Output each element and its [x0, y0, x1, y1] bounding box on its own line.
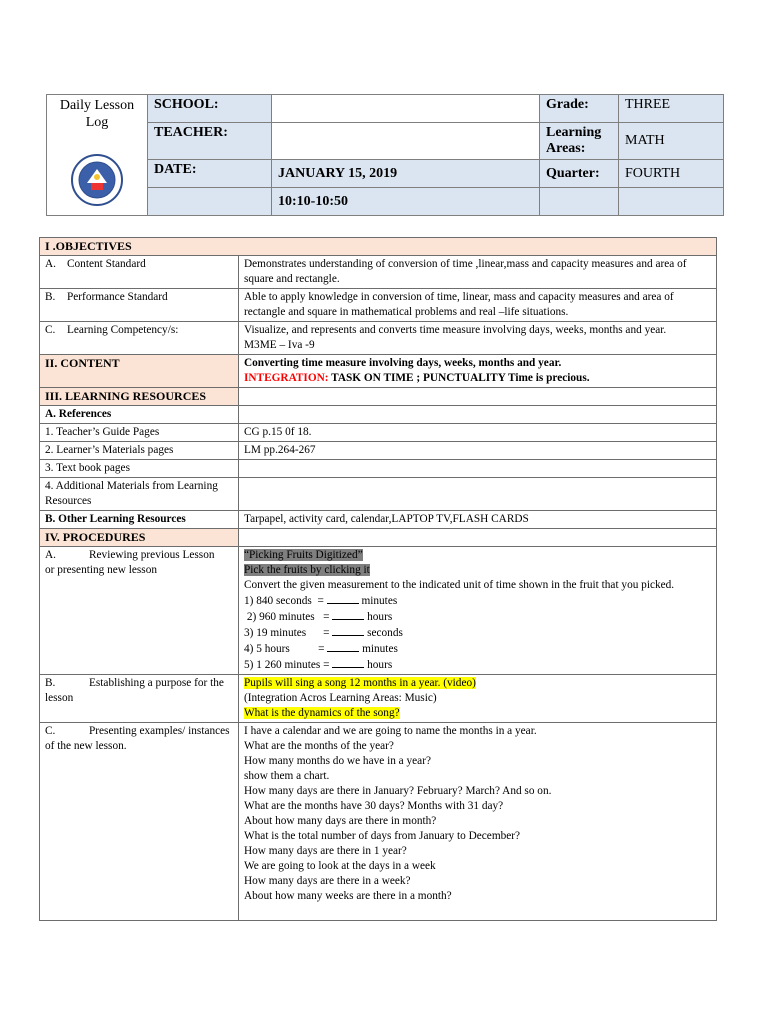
table-row — [40, 406, 717, 424]
purpose-line-3: What is the dynamics of the song? — [244, 707, 400, 719]
lm-value: LM pp.264-267 — [239, 442, 717, 460]
example-line: How many days are there in January? February? March? And so on. — [244, 785, 552, 797]
conversion-item-text: 3) — [244, 627, 254, 639]
competency-text: Visualize, and represents and converts time measure involving days, weeks, months and year. M3ME – Iva -9 — [239, 322, 717, 355]
purpose-line-2: (Integration Acros Learning Areas: Music) — [244, 692, 437, 704]
example-line: About how many days are there in month? — [244, 815, 437, 827]
table-row — [40, 675, 717, 723]
conversion-item-text: 1) — [244, 595, 254, 607]
conversion-item — [244, 625, 711, 641]
content-text: Converting time measure involving days, weeks, months and year. INTEGRATION: TASK ON TIME ; PUNCTUALITY Time is precious. — [239, 355, 717, 388]
grade-value: THREE — [619, 95, 724, 123]
table-row — [40, 424, 717, 442]
tg-value: CG p.15 0f 18. — [239, 424, 717, 442]
conversion-item-equals: = — [306, 627, 333, 639]
example-lines — [244, 724, 711, 904]
integration-text: TASK ON TIME ; PUNCTUALITY Time is precious. — [328, 372, 590, 384]
conversion-item-given: 5 hours — [253, 643, 290, 655]
grade-label: Grade: — [540, 95, 619, 123]
example-line: What are the months have 30 days? Months with 31 day? — [244, 800, 504, 812]
table-row — [40, 723, 717, 921]
example-line: I have a calendar and we are going to name the months in a year. — [244, 725, 537, 737]
teacher-value — [272, 123, 540, 160]
conversion-list — [244, 593, 711, 673]
table-row — [40, 478, 717, 511]
date-label: DATE: — [148, 160, 272, 188]
empty-cell — [239, 388, 717, 406]
conversion-item-given: 19 minutes — [253, 627, 307, 639]
procedure-c-label: C. Presenting examples/ instances of the new lesson. — [40, 723, 239, 921]
procedure-b-label: B. Establishing a purpose for the lesson — [40, 675, 239, 723]
table-row — [40, 355, 717, 388]
conversion-item — [244, 609, 711, 625]
conversion-item — [244, 657, 711, 673]
table-row — [40, 529, 717, 547]
example-line: We are going to look at the days in a week — [244, 860, 436, 872]
time-value: 10:10-10:50 — [272, 188, 540, 216]
conversion-item — [244, 593, 711, 609]
learning-areas-value: MATH — [619, 123, 724, 160]
conversion-item-text: 4) — [244, 643, 254, 655]
empty-cell — [148, 188, 272, 216]
activity-instruction: Convert the given measurement to the indicated unit of time shown in the fruit that you picked. — [244, 579, 675, 591]
example-line: About how many weeks are there in a month? — [244, 890, 452, 902]
empty-cell — [540, 188, 619, 216]
objectives-header: I .OBJECTIVES — [40, 238, 717, 256]
table-row — [40, 322, 717, 355]
procedures-header: IV. PROCEDURES — [40, 529, 239, 547]
table-row — [40, 547, 717, 675]
conversion-item-text: 2) — [244, 611, 257, 623]
quarter-value: FOURTH — [619, 160, 724, 188]
table-row — [40, 460, 717, 478]
empty-cell — [619, 188, 724, 216]
table-row — [40, 511, 717, 529]
additional-label: 4. Additional Materials from Learning Resources — [40, 478, 239, 511]
conversion-item-unit: hours — [364, 611, 393, 623]
empty-cell — [239, 529, 717, 547]
resources-header: III. LEARNING RESOURCES — [40, 388, 239, 406]
conversion-item-given: 960 minutes — [256, 611, 315, 623]
empty-cell — [239, 406, 717, 424]
other-resources-label: B. Other Learning Resources — [40, 511, 239, 529]
conversion-item-given: 1 260 minutes — [253, 659, 321, 671]
procedure-c-content — [239, 723, 717, 921]
additional-value — [239, 478, 717, 511]
lesson-table — [39, 237, 717, 921]
competency-label: C. Learning Competency/s: — [40, 322, 239, 355]
conversion-item-unit: hours — [364, 659, 393, 671]
table-row — [40, 388, 717, 406]
conversion-item-equals: = — [311, 595, 327, 607]
activity-title: “Picking Fruits Digitized” — [244, 549, 363, 561]
conversion-item — [244, 641, 711, 657]
answer-blank — [332, 657, 364, 668]
table-row — [40, 256, 717, 289]
example-line: What is the total number of days from January to December? — [244, 830, 521, 842]
lm-label: 2. Learner’s Materials pages — [40, 442, 239, 460]
teacher-label: TEACHER: — [148, 123, 272, 160]
activity-subtitle: Pick the fruits by clicking it — [244, 564, 370, 576]
content-header: II. CONTENT — [40, 355, 239, 388]
tg-label: 1. Teacher’s Guide Pages — [40, 424, 239, 442]
performance-standard-text: Able to apply knowledge in conversion of time, linear, mass and capacity measures and area of rectangle and square in mathematical problems and real –life situations. — [239, 289, 717, 322]
school-label: SCHOOL: — [148, 95, 272, 123]
conversion-item-unit: minutes — [358, 595, 398, 607]
school-value — [272, 95, 540, 123]
learning-areas-label: Learning Areas: — [540, 123, 619, 160]
answer-blank — [332, 625, 364, 636]
answer-blank — [332, 609, 364, 620]
title-logo-cell — [47, 95, 148, 216]
conversion-item-equals: = — [314, 611, 333, 623]
purpose-line-1: Pupils will sing a song 12 months in a year. (video) — [244, 677, 476, 689]
content-standard-label: A. Content Standard — [40, 256, 239, 289]
date-value: JANUARY 15, 2019 — [272, 160, 540, 188]
conversion-item-text: 5) — [244, 659, 254, 671]
references-label: A. References — [40, 406, 239, 424]
content-standard-text: Demonstrates understanding of conversion of time ,linear,mass and capacity measures and area of square and rectangle. — [239, 256, 717, 289]
conversion-item-equals: = — [320, 659, 333, 671]
competency-code: M3ME – Iva -9 — [244, 339, 315, 351]
textbook-label: 3. Text book pages — [40, 460, 239, 478]
example-line: What are the months of the year? — [244, 740, 394, 752]
example-line: How many months do we have in a year? — [244, 755, 431, 767]
procedure-b-content — [239, 675, 717, 723]
procedure-a-label: A. Reviewing previous Lesson or presenting new lesson — [40, 547, 239, 675]
integration-label: INTEGRATION: — [244, 372, 329, 384]
quarter-label: Quarter: — [540, 160, 619, 188]
performance-standard-label: B. Performance Standard — [40, 289, 239, 322]
log-title: Daily Lesson Log — [59, 98, 135, 130]
example-line: How many days are there in a week? — [244, 875, 411, 887]
header-table — [46, 94, 724, 216]
textbook-value — [239, 460, 717, 478]
answer-blank — [327, 641, 359, 652]
table-row — [40, 289, 717, 322]
table-row — [40, 442, 717, 460]
example-line: show them a chart. — [244, 770, 330, 782]
procedure-a-content — [239, 547, 717, 675]
conversion-item-unit: seconds — [364, 627, 403, 639]
other-resources-value: Tarpapel, activity card, calendar,LAPTOP TV,FLASH CARDS — [239, 511, 717, 529]
answer-blank — [327, 593, 359, 604]
example-line: How many days are there in 1 year? — [244, 845, 407, 857]
conversion-item-given: 840 seconds — [253, 595, 312, 607]
conversion-item-unit: minutes — [359, 643, 398, 655]
conversion-item-equals: = — [289, 643, 328, 655]
deped-seal-icon — [70, 153, 124, 207]
